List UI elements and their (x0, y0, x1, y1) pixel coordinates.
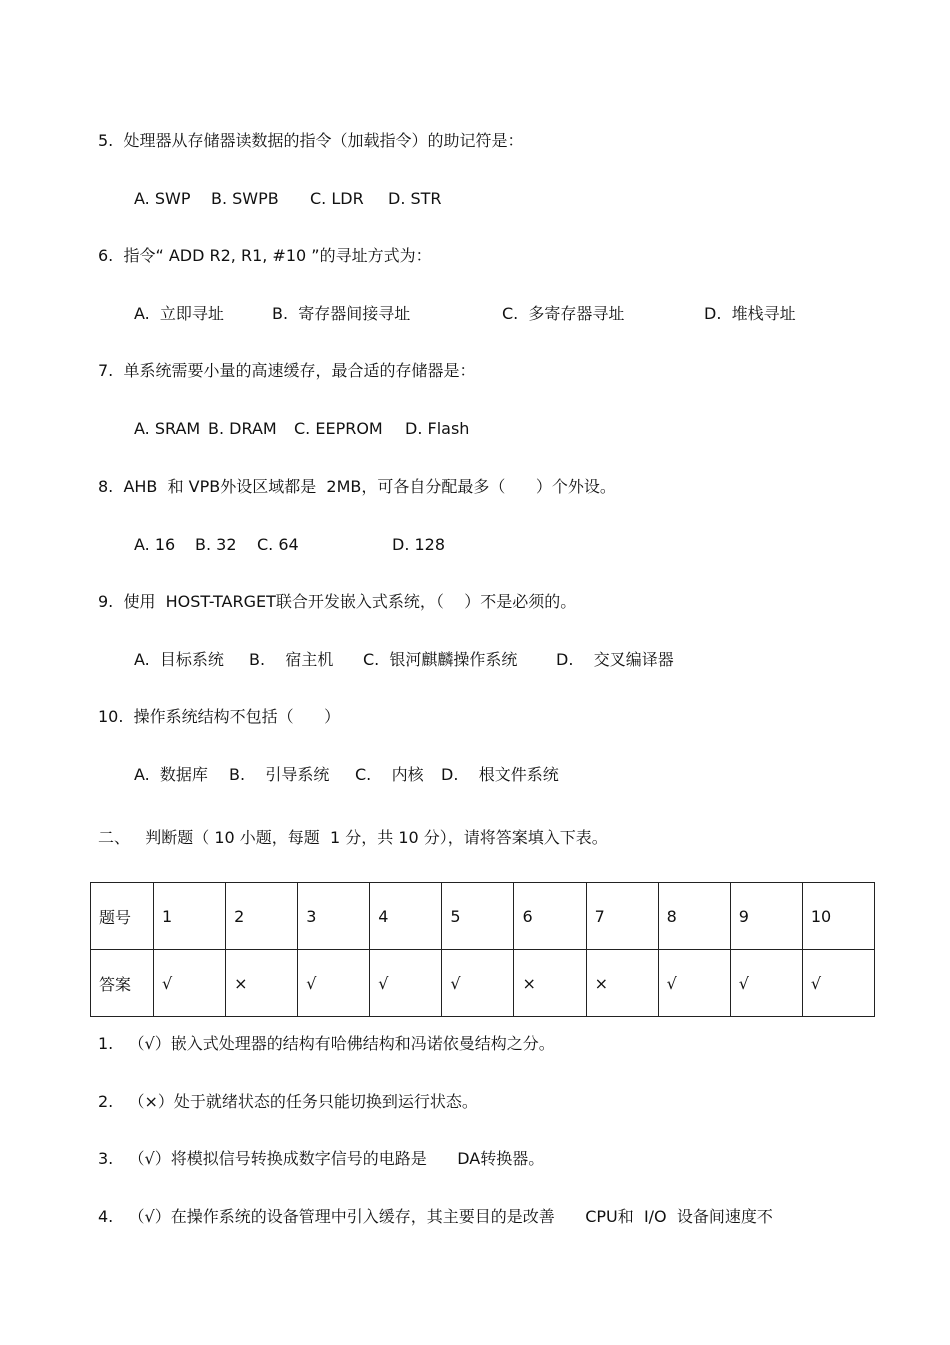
question-6-option-d: D. 堆栈寻址 (704, 304, 796, 323)
table-cell-answer: √ (370, 950, 442, 1017)
table-cell-answer: √ (442, 950, 514, 1017)
question-7-stem: 7. 单系统需要小量的高速缓存，最合适的存储器是： (98, 361, 476, 380)
table-cell-answer: √ (658, 950, 730, 1017)
question-5-stem: 5. 处理器从存储器读数据的指令（加载指令）的助记符是： (98, 131, 524, 150)
table-cell-answer: √ (298, 950, 370, 1017)
question-6-option-b: B. 寄存器间接寻址 (272, 304, 411, 323)
question-9-option-c: C. 银河麒麟操作系统 (363, 650, 518, 669)
question-7-option-c: C. EEPROM (294, 419, 383, 438)
question-9-stem: 9. 使用 HOST-TARGET联合开发嵌入式系统，（ ）不是必须的。 (98, 592, 577, 611)
question-10-option-b: B. 引导系统 (229, 765, 330, 784)
question-10-stem: 10. 操作系统结构不包括（ ） (98, 707, 341, 726)
table-cell-number: 3 (298, 883, 370, 950)
table-cell-answer: √ (730, 950, 802, 1017)
question-5-option-b: B. SWPB (211, 189, 279, 208)
table-cell-number: 7 (586, 883, 658, 950)
table-cell-number: 6 (514, 883, 586, 950)
question-7-option-b: B. DRAM (208, 419, 277, 438)
question-5-option-d: D. STR (388, 189, 442, 208)
question-7-option-d: D. Flash (405, 419, 470, 438)
section-2-heading: 二、 判断题（ 10 小题，每题 1 分，共 10 分），请将答案填入下表。 (98, 828, 608, 847)
table-cell-answer: √ (802, 950, 874, 1017)
question-9-option-b: B. 宿主机 (249, 650, 334, 669)
table-cell-number: 2 (226, 883, 298, 950)
table-cell-answer: × (514, 950, 586, 1017)
question-6-option-c: C. 多寄存器寻址 (502, 304, 625, 323)
table-cell-number: 5 (442, 883, 514, 950)
judgment-1: 1. （√）嵌入式处理器的结构有哈佛结构和冯诺依曼结构之分。 (98, 1034, 555, 1053)
question-9-option-a: A. 目标系统 (134, 650, 224, 669)
question-6-stem: 6. 指令“ ADD R2, R1, #10 ”的寻址方式为： (98, 246, 432, 265)
question-10-option-c: C. 内核 (355, 765, 424, 784)
table-cell-number: 8 (658, 883, 730, 950)
judgment-2: 2. （×）处于就绪状态的任务只能切换到运行状态。 (98, 1092, 478, 1111)
table-cell-number: 1 (154, 883, 226, 950)
judgment-3: 3. （√）将模拟信号转换成数字信号的电路是 DA转换器。 (98, 1149, 545, 1168)
row-header-answer: 答案 (91, 950, 154, 1017)
question-6-option-a: A. 立即寻址 (134, 304, 224, 323)
question-9-option-d: D. 交叉编译器 (556, 650, 674, 669)
question-5-option-a: A. SWP (134, 189, 191, 208)
table-cell-answer: × (226, 950, 298, 1017)
table-row (91, 883, 875, 950)
question-10-option-d: D. 根文件系统 (441, 765, 559, 784)
row-header-number: 题号 (91, 883, 154, 950)
judgment-4: 4. （√）在操作系统的设备管理中引入缓存，其主要目的是改善 CPU和 I/O 设备间速度不 (98, 1207, 773, 1226)
question-8-option-d: D. 128 (392, 535, 446, 554)
table-cell-number: 4 (370, 883, 442, 950)
question-8-option-b: B. 32 (195, 535, 237, 554)
question-8-option-c: C. 64 (257, 535, 299, 554)
question-8-stem: 8. AHB 和 VPB外设区域都是 2MB，可各自分配最多（ ）个外设。 (98, 477, 616, 496)
question-7-option-a: A. SRAM (134, 419, 201, 438)
table-cell-number: 9 (730, 883, 802, 950)
table-cell-answer: √ (154, 950, 226, 1017)
question-5-option-c: C. LDR (310, 189, 364, 208)
table-row (91, 950, 875, 1017)
table-cell-answer: × (586, 950, 658, 1017)
question-8-option-a: A. 16 (134, 535, 176, 554)
table-cell-number: 10 (802, 883, 874, 950)
answer-table (90, 882, 875, 1017)
question-10-option-a: A. 数据库 (134, 765, 208, 784)
